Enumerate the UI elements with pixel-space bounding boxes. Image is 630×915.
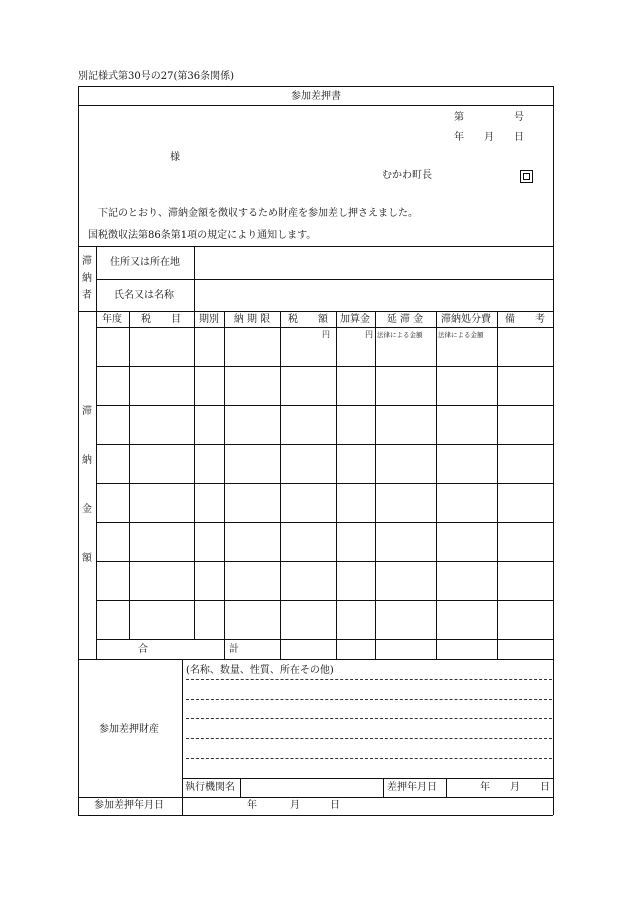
side-column-divider (96, 246, 97, 659)
section-divider-4 (78, 797, 553, 798)
amount-side-3: 金 (82, 504, 92, 515)
col-div-8 (497, 311, 498, 659)
agency-col-div-2 (383, 778, 384, 797)
agency-label: 執行機関名 (185, 782, 235, 793)
participation-date-month: 月 (290, 800, 300, 811)
col-div-7 (436, 311, 437, 659)
frame-bottom (78, 815, 553, 816)
col-div-4 (280, 311, 281, 659)
col-header-period: 期別 (199, 314, 219, 325)
amount-side-2: 納 (82, 455, 92, 466)
amount-row-7 (96, 600, 553, 601)
property-label: 参加差押財産 (99, 724, 159, 735)
section-divider-2 (78, 311, 553, 312)
col-header-remarks: 備 考 (505, 314, 545, 325)
frame-left (78, 86, 79, 815)
section-divider-3 (78, 659, 553, 660)
col-header-due-date: 納 期 限 (233, 314, 271, 325)
frame-top (78, 86, 553, 87)
property-hint: (名称、数量、性質、所在その他) (186, 665, 334, 676)
unit-delay-legal: 法律による金額 (377, 331, 423, 339)
amount-header-divider (96, 327, 553, 328)
frame-right (553, 86, 554, 815)
property-dotted-line-4 (186, 738, 552, 739)
property-dotted-line-1 (186, 679, 552, 680)
amount-row-4 (96, 483, 553, 484)
col-header-processing-fee: 滞納処分費 (441, 314, 491, 325)
date-day: 日 (514, 132, 524, 143)
col-header-delay-charge: 延 滞 金 (386, 314, 424, 325)
addressee-suffix: 様 (170, 152, 180, 163)
total-label-go: 合 (138, 644, 148, 655)
delinquent-side-1: 滞 (82, 256, 92, 267)
date-month: 月 (484, 132, 494, 143)
unit-yen-tax: 円 (322, 330, 330, 339)
amount-side-1: 滞 (82, 406, 92, 417)
amount-row-8 (96, 639, 553, 640)
property-dotted-line-5 (186, 758, 552, 759)
date-year: 年 (454, 132, 464, 143)
participation-date-day: 日 (330, 800, 340, 811)
property-dotted-line-3 (186, 718, 552, 719)
amount-row-6 (96, 561, 553, 562)
col-header-year: 年度 (102, 314, 122, 325)
participation-date-year: 年 (247, 800, 257, 811)
number-prefix: 第 (454, 112, 464, 123)
total-label-kei: 計 (229, 644, 239, 655)
unit-yen-surcharge: 円 (365, 330, 373, 339)
participation-date-label: 参加差押年月日 (94, 800, 164, 811)
title-divider (78, 105, 553, 106)
delinquent-side-2: 納 (82, 273, 92, 284)
seizure-date-year: 年 (480, 782, 490, 793)
amount-row-5 (96, 522, 553, 523)
col-header-tax-amount: 税 額 (288, 314, 328, 325)
col-div-1 (129, 311, 130, 639)
col-header-surcharge: 加算金 (340, 314, 370, 325)
seal-icon (520, 170, 533, 183)
property-label-divider (182, 659, 183, 815)
col-div-5 (336, 311, 337, 659)
section-divider-1 (78, 246, 553, 247)
agency-col-div-1 (240, 778, 241, 797)
delinquent-row-divider (96, 279, 553, 280)
seizure-date-day: 日 (540, 782, 550, 793)
delinquent-side-3: 者 (82, 290, 92, 301)
seizure-date-month: 月 (510, 782, 520, 793)
agency-col-div-3 (446, 778, 447, 797)
property-dotted-line-2 (186, 699, 552, 700)
col-div-3 (224, 311, 225, 659)
amount-row-1 (96, 366, 553, 367)
col-header-tax-item: 税 目 (141, 314, 181, 325)
body-line-2: 国税徴収法第86条第1項の規定により通知します。 (88, 230, 317, 241)
agency-row-top (182, 778, 553, 779)
col-div-6 (375, 311, 376, 659)
issuer: むかわ町長 (382, 170, 432, 181)
address-label: 住所又は所在地 (110, 257, 180, 268)
unit-processing-legal: 法律による金額 (438, 331, 484, 339)
body-line-1: 下記のとおり、滞納金額を徴収するため財産を参加差し押さえました。 (98, 208, 418, 219)
amount-row-3 (96, 444, 553, 445)
page-title: 参加差押書 (291, 91, 341, 102)
col-div-2 (194, 311, 195, 639)
number-suffix: 号 (514, 112, 524, 123)
amount-side-4: 額 (82, 553, 92, 564)
seizure-date-label: 差押年月日 (387, 782, 437, 793)
amount-row-2 (96, 405, 553, 406)
name-label: 氏名又は名称 (114, 290, 174, 301)
form-reference: 別記様式第30号の27(第36条関係) (78, 71, 234, 82)
